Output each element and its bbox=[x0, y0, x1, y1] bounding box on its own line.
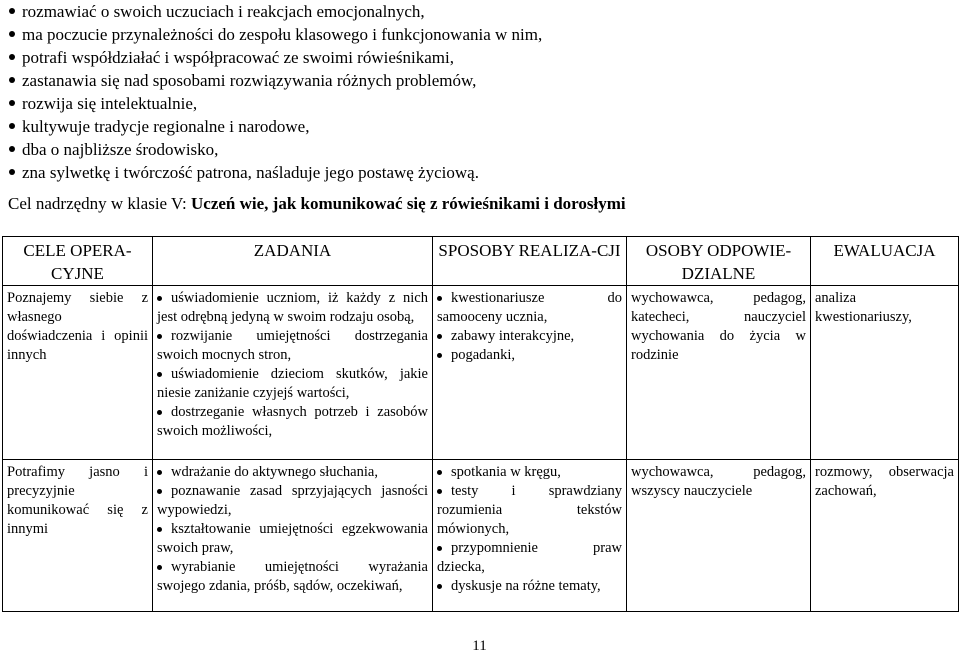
cell-ewaluacja bbox=[811, 286, 959, 460]
list-item: zastanawia się nad sposobami rozwiązywania różnych problemów, bbox=[8, 69, 542, 92]
cell-ewaluacja bbox=[811, 460, 959, 612]
goal-statement bbox=[8, 194, 626, 214]
sposoby-list bbox=[437, 463, 622, 596]
intro-bullet-list bbox=[8, 0, 542, 184]
education-plan-table bbox=[2, 236, 959, 612]
list-item: wdrażanie do aktywnego słuchania, bbox=[157, 463, 428, 482]
sposoby-list bbox=[437, 289, 622, 365]
list-item: dostrzeganie własnych potrzeb i zasobów swoich możliwości, bbox=[157, 404, 428, 439]
header-zadania: ZADANIA bbox=[153, 237, 433, 286]
goal-text: Uczeń wie, jak komunikować się z rówieśnikami i dorosłymi bbox=[191, 194, 626, 213]
cell-osoby bbox=[627, 460, 811, 612]
header-cele: CELE OPERA-CYJNE bbox=[3, 237, 153, 286]
list-item: przypomnienie praw dziecka, bbox=[437, 540, 622, 575]
goal-prefix: Cel nadrzędny w klasie V: bbox=[8, 194, 192, 213]
list-item: testy i sprawdziany rozumienia tekstów mówionych, bbox=[437, 483, 622, 537]
cell-osoby bbox=[627, 286, 811, 460]
page-number: 11 bbox=[472, 638, 487, 654]
list-item: uświadomienie dzieciom skutków, jakie niesie zaniżanie czyjejś wartości, bbox=[157, 366, 428, 401]
cell-text: Poznajemy siebie z własnego doświadczenia i opinii innych bbox=[7, 290, 148, 363]
list-item: zna sylwetkę i twórczość patrona, naśladuje jego postawę życiową. bbox=[8, 161, 542, 184]
header-osoby: OSOBY ODPOWIE-DZIALNE bbox=[627, 237, 811, 286]
cell-text: wychowawca, pedagog, wszyscy nauczyciele bbox=[631, 464, 806, 499]
table-row bbox=[3, 286, 959, 460]
list-item: rozmawiać o swoich uczuciach i reakcjach emocjonalnych, bbox=[8, 0, 542, 23]
list-item: kultywuje tradycje regionalne i narodowe, bbox=[8, 115, 542, 138]
cell-cele bbox=[3, 460, 153, 612]
zadania-list bbox=[157, 289, 428, 441]
list-item: uświadomienie uczniom, iż każdy z nich jest odrębną jedyną w swoim rodzaju osobą, bbox=[157, 290, 428, 325]
cell-text: Potrafimy jasno i precyzyjnie komunikować się z innymi bbox=[7, 464, 148, 537]
table-header-row bbox=[3, 237, 959, 286]
list-item: pogadanki, bbox=[437, 346, 622, 365]
list-item: dyskusje na różne tematy, bbox=[437, 577, 622, 596]
cell-zadania bbox=[153, 460, 433, 612]
cell-zadania bbox=[153, 286, 433, 460]
list-item: kształtowanie umiejętności egzekwowania swoich praw, bbox=[157, 521, 428, 556]
list-item: zabawy interakcyjne, bbox=[437, 327, 622, 346]
cell-text: analiza kwestionariuszy, bbox=[815, 290, 912, 325]
list-item: spotkania w kręgu, bbox=[437, 463, 622, 482]
header-ewaluacja: EWALUACJA bbox=[811, 237, 959, 286]
list-item: potrafi współdziałać i współpracować ze swoimi rówieśnikami, bbox=[8, 46, 542, 69]
table-row bbox=[3, 460, 959, 612]
cell-sposoby bbox=[433, 286, 627, 460]
list-item: rozwijanie umiejętności dostrzegania swoich mocnych stron, bbox=[157, 328, 428, 363]
cell-cele bbox=[3, 286, 153, 460]
cell-sposoby bbox=[433, 460, 627, 612]
list-item: wyrabianie umiejętności wyrażania swojego zdania, próśb, sądów, oczekiwań, bbox=[157, 559, 428, 594]
cell-text: rozmowy, obserwacja zachowań, bbox=[815, 464, 954, 499]
list-item: poznawanie zasad sprzyjających jasności wypowiedzi, bbox=[157, 483, 428, 518]
zadania-list bbox=[157, 463, 428, 596]
list-item: dba o najbliższe środowisko, bbox=[8, 138, 542, 161]
list-item: rozwija się intelektualnie, bbox=[8, 92, 542, 115]
header-sposoby: SPOSOBY REALIZA-CJI bbox=[433, 237, 627, 286]
list-item: kwestionariusze do samooceny ucznia, bbox=[437, 290, 622, 325]
cell-text: wychowawca, pedagog, katecheci, nauczyciel wychowania do życia w rodzinie bbox=[631, 290, 806, 363]
list-item: ma poczucie przynależności do zespołu klasowego i funkcjonowania w nim, bbox=[8, 23, 542, 46]
